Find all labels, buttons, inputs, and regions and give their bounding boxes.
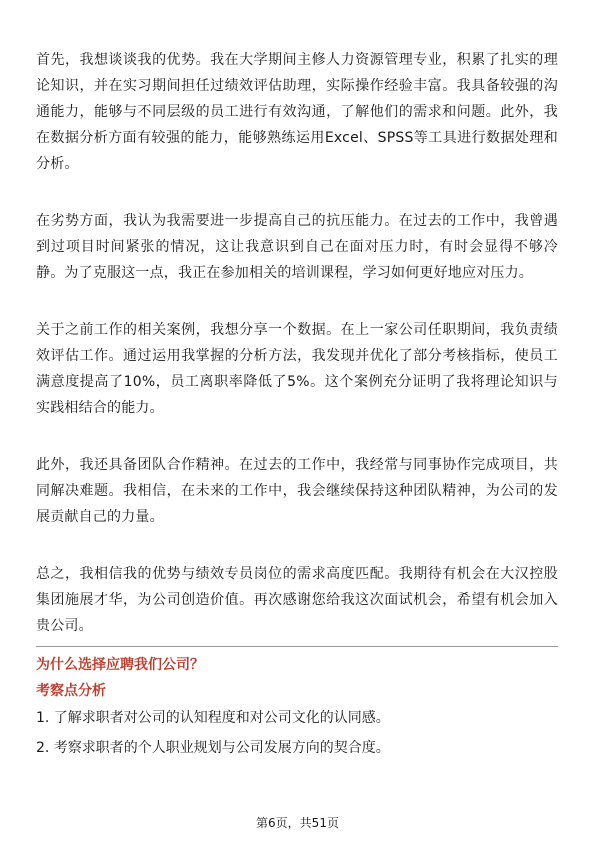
list-item: 2. 考察求职者的个人职业规划与公司发展方向的契合度。 bbox=[36, 740, 390, 756]
list-item: 1. 了解求职者对公司的认知程度和对公司文化的认同感。 bbox=[36, 710, 390, 726]
paragraph-strengths: 首先，我想谈谈我的优势。我在大学期间主修人力资源管理专业，积累了扎实的理论知识，并在实习期间担任过绩效评估助理，实际操作经验丰富。我具备较强的沟通能力，能够与不同层级的员工进行有效沟通，了解他们的需求和问题。此外，我在数据分析方面有较强的能力，能够熟练运用Excel、SPSS等工具进行数据处理和分析。 bbox=[36, 52, 558, 172]
analysis-heading: 考察点分析 bbox=[36, 683, 106, 699]
paragraph-weaknesses: 在劣势方面，我认为我需要进一步提高自己的抗压能力。在过去的工作中，我曾遇到过项目时间紧张的情况，这让我意识到自己在面对压力时，有时会显得不够冷静。为了克服这一点，我正在参加相关的培训课程，学习如何更好地应对压力。 bbox=[36, 213, 558, 281]
paragraph-case: 关于之前工作的相关案例，我想分享一个数据。在上一家公司任职期间，我负责绩效评估工作。通过运用我掌握的分析方法，我发现并优化了部分考核指标，使员工满意度提高了10%，员工离职率降低了5%。这个案例充分证明了我将理论知识与实践相结合的能力。 bbox=[36, 322, 558, 416]
page-content bbox=[36, 47, 558, 765]
paragraph-summary: 总之，我相信我的优势与绩效专员岗位的需求高度匹配。我期待有机会在大汉控股集团施展才华，为公司创造价值。再次感谢您给我这次面试机会，希望有机会加入贵公司。 bbox=[36, 566, 558, 634]
paragraph-teamwork: 此外，我还具备团队合作精神。在过去的工作中，我经常与同事协作完成项目，共同解决难题。我相信，在未来的工作中，我会继续保持这种团队精神，为公司的发展贡献自己的力量。 bbox=[36, 457, 558, 525]
section-divider bbox=[36, 646, 558, 647]
question-heading: 为什么选择应聘我们公司？ bbox=[36, 657, 204, 673]
page-number: 第6页，共51页 bbox=[256, 816, 339, 830]
